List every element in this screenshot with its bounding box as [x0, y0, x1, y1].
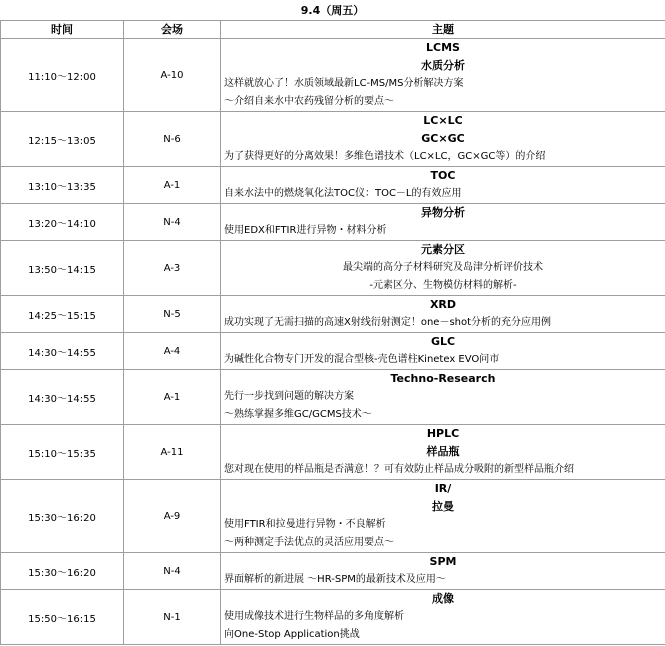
session-venue: N-6 — [124, 112, 221, 167]
topic-heading: SPM — [429, 555, 457, 568]
topic-heading: GLC — [430, 335, 456, 348]
session-venue: A-1 — [124, 370, 221, 425]
topic-line: 使用成像技术进行生物样品的多角度解析 — [224, 611, 404, 622]
topic-line: 使用EDX和FTIR进行异物・材料分析 — [224, 225, 387, 236]
session-topic — [221, 590, 665, 645]
topic-heading: 成像 — [432, 592, 454, 605]
session-row — [1, 553, 665, 590]
session-venue: N-4 — [124, 553, 221, 590]
session-venue: A-10 — [124, 39, 221, 112]
topic-line: ～两种测定手法优点的灵活应用要点～ — [224, 537, 394, 548]
topic-heading: 水质分析 — [421, 59, 465, 72]
session-venue: A-3 — [124, 241, 221, 296]
session-venue: N-4 — [124, 204, 221, 241]
session-row — [1, 370, 665, 425]
session-time: 15:10～15:35 — [1, 425, 124, 480]
topic-line: 您对现在使用的样品瓶是否满意！？可有效防止样品成分吸附的新型样品瓶介绍 — [224, 464, 574, 475]
topic-line: ～介绍自来水中农药残留分析的要点～ — [224, 96, 394, 107]
topic-heading: Techno-Research — [390, 372, 496, 385]
session-time: 14:30～14:55 — [1, 370, 124, 425]
session-row — [1, 167, 665, 204]
topic-heading: 异物分析 — [421, 206, 465, 219]
topic-line: 为了获得更好的分离效果！多维色谱技术（LC×LC，GC×GC等）的介绍 — [224, 151, 546, 162]
schedule-body — [1, 39, 665, 645]
header-topic: 主题 — [221, 21, 665, 39]
session-venue: A-4 — [124, 333, 221, 370]
session-topic — [221, 480, 665, 553]
session-topic — [221, 296, 665, 333]
topic-line: 界面解析的新进展 ～HR-SPM的最新技术及应用～ — [224, 574, 446, 585]
topic-heading: LC×LC — [423, 114, 463, 127]
header-row — [1, 21, 665, 39]
session-topic — [221, 553, 665, 590]
topic-line: 为碱性化合物专门开发的混合型核-壳色谱柱Kinetex EVO问市 — [224, 354, 500, 365]
session-row — [1, 480, 665, 553]
session-topic — [221, 370, 665, 425]
topic-line: 这样就放心了！水质领域最新LC-MS/MS分析解决方案 — [224, 78, 464, 89]
topic-line: ～熟练掌握多维GC/GCMS技术～ — [224, 409, 372, 420]
session-topic — [221, 167, 665, 204]
topic-line: 使用FTIR和拉曼进行异物・不良解析 — [224, 519, 386, 530]
topic-heading: TOC — [430, 169, 456, 182]
header-venue: 会场 — [124, 21, 221, 39]
topic-heading: XRD — [429, 298, 457, 311]
header-time: 时间 — [1, 21, 124, 39]
session-row — [1, 112, 665, 167]
session-venue: N-1 — [124, 590, 221, 645]
session-venue: A-11 — [124, 425, 221, 480]
schedule-table — [0, 20, 665, 645]
session-time: 13:10～13:35 — [1, 167, 124, 204]
session-row — [1, 39, 665, 112]
session-time: 13:50～14:15 — [1, 241, 124, 296]
topic-heading: 拉曼 — [432, 500, 454, 513]
session-topic — [221, 112, 665, 167]
topic-heading: 元素分区 — [421, 243, 465, 256]
session-row — [1, 241, 665, 296]
session-row — [1, 296, 665, 333]
session-topic — [221, 204, 665, 241]
topic-line: -元素区分、生物模仿材料的解析- — [369, 280, 517, 291]
topic-heading: LCMS — [426, 41, 460, 54]
session-topic — [221, 241, 665, 296]
topic-line: 最尖端的高分子材料研究及岛津分析评价技术 — [343, 262, 543, 273]
topic-heading: GC×GC — [421, 132, 465, 145]
session-time: 14:25～15:15 — [1, 296, 124, 333]
session-time: 12:15～13:05 — [1, 112, 124, 167]
session-row — [1, 425, 665, 480]
topic-heading: IR/ — [434, 482, 452, 495]
session-topic — [221, 425, 665, 480]
session-venue: N-5 — [124, 296, 221, 333]
session-time: 13:20～14:10 — [1, 204, 124, 241]
topic-line: 自来水法中的燃烧氧化法TOC仪：TOC－L的有效应用 — [224, 188, 462, 199]
session-venue: A-1 — [124, 167, 221, 204]
session-time: 15:50～16:15 — [1, 590, 124, 645]
session-time: 15:30～16:20 — [1, 553, 124, 590]
topic-heading: 样品瓶 — [426, 445, 460, 458]
topic-heading: HPLC — [426, 427, 460, 440]
session-row — [1, 204, 665, 241]
session-row — [1, 333, 665, 370]
session-row — [1, 590, 665, 645]
session-topic — [221, 39, 665, 112]
topic-line: 成功实现了无需扫描的高速X射线衍射测定！one－shot分析的充分应用例 — [224, 317, 552, 328]
session-venue: A-9 — [124, 480, 221, 553]
topic-line: 先行一步找到问题的解决方案 — [224, 391, 354, 402]
topic-line: 向One-Stop Application挑战 — [224, 629, 360, 640]
session-time: 11:10～12:00 — [1, 39, 124, 112]
session-time: 15:30～16:20 — [1, 480, 124, 553]
session-time: 14:30～14:55 — [1, 333, 124, 370]
page-title: 9.4（周五） — [300, 4, 365, 17]
session-topic — [221, 333, 665, 370]
